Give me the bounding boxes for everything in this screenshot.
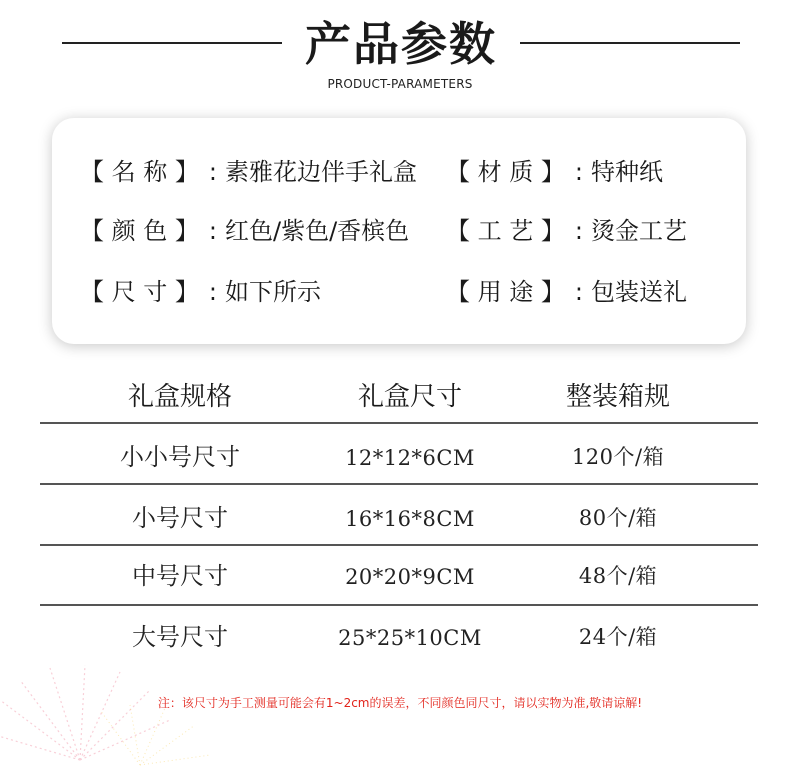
param-value: 素雅花边伴手礼盒 <box>224 158 417 186</box>
table-cell-carton: 80个/箱 <box>578 506 658 530</box>
table-cell-carton: 120个/箱 <box>571 445 665 469</box>
param-label: 【 工 艺 】 <box>446 217 565 245</box>
table-cell-size: 16*16*8CM <box>345 507 475 531</box>
param-name: 【 名 称 】 : 素雅花边伴手礼盒 <box>80 158 417 186</box>
table-cell-carton: 24个/箱 <box>578 625 658 649</box>
param-value: 特种纸 <box>590 158 663 186</box>
param-value: 红色/紫色/香槟色 <box>224 217 410 245</box>
page-title: 产品参数 <box>305 17 497 71</box>
disclaimer-note: 注：该尺寸为手工测量可能会有1~2cm的误差，不同颜色同尺寸，请以实物为准,敬请谅解! <box>157 696 643 710</box>
title-divider-left <box>62 42 282 44</box>
table-divider <box>40 544 758 546</box>
table-divider <box>40 483 758 485</box>
param-size: 【 尺 寸 】 : 如下所示 <box>80 278 321 306</box>
param-label: 【 材 质 】 <box>446 158 565 186</box>
param-color: 【 颜 色 】 : 红色/紫色/香槟色 <box>80 217 410 245</box>
title-divider-right <box>520 42 740 44</box>
param-label: 【 名 称 】 <box>80 158 199 186</box>
param-value: 如下所示 <box>224 278 321 306</box>
table-cell-size: 20*20*9CM <box>345 565 475 589</box>
table-cell-spec: 小小号尺寸 <box>120 443 240 471</box>
table-cell-spec: 大号尺寸 <box>132 623 228 651</box>
firework-decoration-icon <box>0 660 240 770</box>
table-divider <box>40 604 758 606</box>
param-label: 【 用 途 】 <box>446 278 565 306</box>
table-header-spec: 礼盒规格 <box>127 382 232 412</box>
table-header-carton: 整装箱规 <box>565 382 670 412</box>
table-header-size: 礼盒尺寸 <box>357 382 462 412</box>
param-craft: 【 工 艺 】 : 烫金工艺 <box>446 217 687 245</box>
table-cell-carton: 48个/箱 <box>578 564 658 588</box>
param-material: 【 材 质 】 : 特种纸 <box>446 158 663 186</box>
table-cell-size: 12*12*6CM <box>345 446 475 470</box>
table-divider <box>40 422 758 424</box>
table-cell-size: 25*25*10CM <box>338 626 482 650</box>
param-label: 【 尺 寸 】 <box>80 278 199 306</box>
param-label: 【 颜 色 】 <box>80 217 199 245</box>
param-value: 烫金工艺 <box>590 217 687 245</box>
page-subtitle: PRODUCT-PARAMETERS <box>327 77 473 91</box>
table-cell-spec: 小号尺寸 <box>132 504 228 532</box>
param-usage: 【 用 途 】 : 包装送礼 <box>446 278 687 306</box>
param-value: 包装送礼 <box>590 278 687 306</box>
table-cell-spec: 中号尺寸 <box>132 562 228 590</box>
